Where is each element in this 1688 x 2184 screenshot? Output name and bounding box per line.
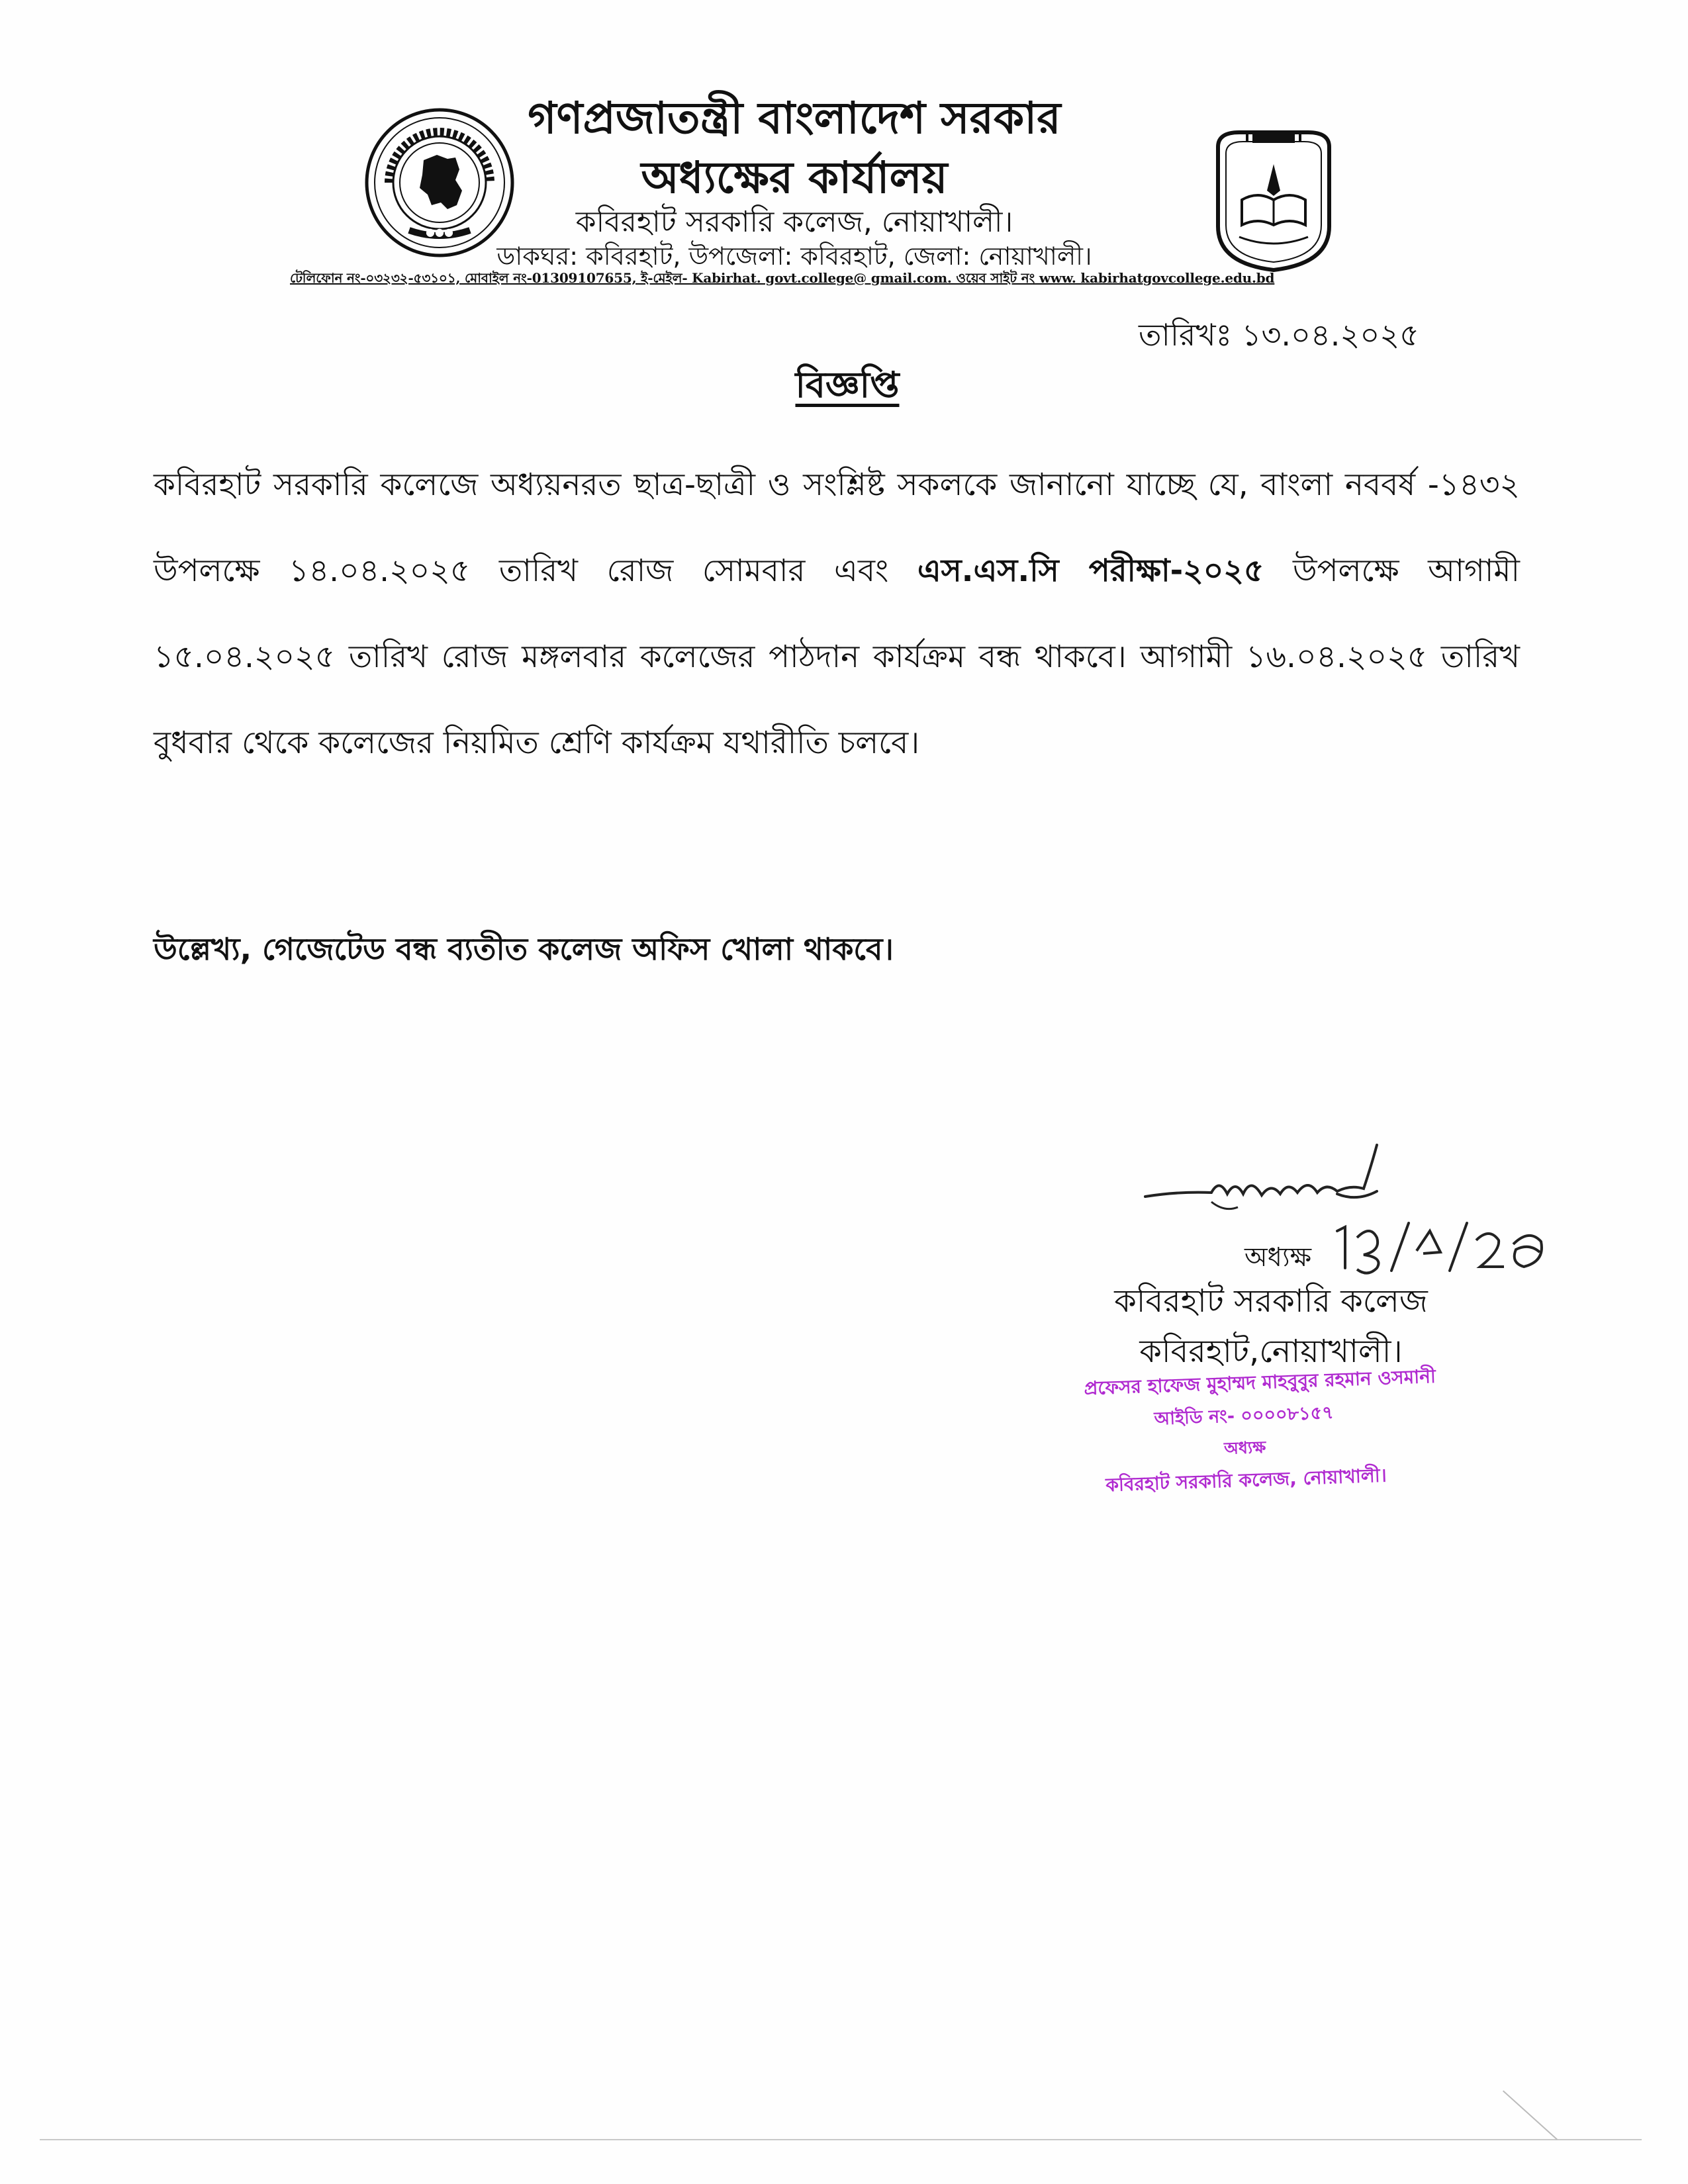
contact-line: টেলিফোন নং-০৩২৩২-৫৩১০১, মোবাইল নং-01309107655, ই-মেইল- Kabirhat. govt.college@ gmail.com. ওয়েব সাইট নং www. kabirhatgovcollege.edu.bd: [290, 270, 1275, 286]
svg-text:●●●: ●●●: [426, 226, 453, 238]
notice-body: [154, 442, 1520, 786]
college-name: কবিরহাট সরকারি কলেজ, নোয়াখালী।: [575, 205, 1013, 239]
stamp-name: প্রফেসর হাফেজ মুহাম্মদ মাহবুবুর রহমান ওসমানী: [1083, 1365, 1436, 1400]
office-open-remark: উল্লেখ্য, গেজেটেড বন্ধ ব্যতীত কলেজ অফিস খোলা থাকবে।: [154, 931, 894, 967]
notice-body-part1: কবিরহাট সরকারি কলেজে অধ্যয়নরত ছাত্র-ছাত্রী ও সংশ্লিষ্ট সকলকে জানানো যাচ্ছে যে, বাংলা নববর্ষ -১৪৩২ উপলক্ষে ১৪.০৪.২০২৫ তারিখ রোজ সোমবার এবং: [154, 467, 1520, 589]
signatory-place: কবিরহাট,নোয়াখালী।: [1139, 1333, 1403, 1370]
principal-stamp: [1083, 1363, 1436, 1503]
college-address: ডাকঘর: কবিরহাট, উপজেলা: কবিরহাট, জেলা: নোয়াখালী।: [496, 242, 1092, 271]
notice-body-part2: উপলক্ষে আগামী ১৫.০৪.২০২৫ তারিখ রোজ মঙ্গলবার কলেজের পাঠদান কার্যক্রম বন্ধ থাকবে। আগামী ১৬.০৪.২০২৫ তারিখ বুধবার থেকে কলেজের নিয়মিত শ্রেণি কার্যক্রম যথারীতি চলবে।: [154, 553, 1520, 761]
stamp-college: কবিরহাট সরকারি কলেজ, নোয়াখালী।: [1105, 1464, 1387, 1496]
office-heading: অধ্যক্ষের কার্যালয়: [641, 152, 948, 203]
signatory-title: অধ্যক্ষ: [1244, 1242, 1312, 1273]
scan-edge-line: [40, 2139, 1642, 2140]
notice-date: তারিখঃ ১৩.০৪.২০২৫: [1139, 317, 1420, 353]
stamp-title: অধ্যক্ষ: [1223, 1437, 1266, 1459]
stamp-id: আইডি নং- ০০০০৮১৫৭: [1154, 1402, 1335, 1430]
college-logo-icon: [1206, 127, 1341, 274]
signatory-college: কবিরহাট সরকারি কলেজ: [1114, 1283, 1428, 1320]
notice-body-ssc-exam: এস.এস.সি পরীক্ষা-২০২৫: [917, 553, 1264, 589]
handwritten-date: [1331, 1205, 1556, 1284]
scan-fold-mark: [1503, 2091, 1558, 2140]
notice-title: বিজ্ঞপ্তি: [795, 364, 900, 406]
government-heading: গণপ্রজাতন্ত্রী বাংলাদেশ সরকার: [528, 93, 1061, 144]
